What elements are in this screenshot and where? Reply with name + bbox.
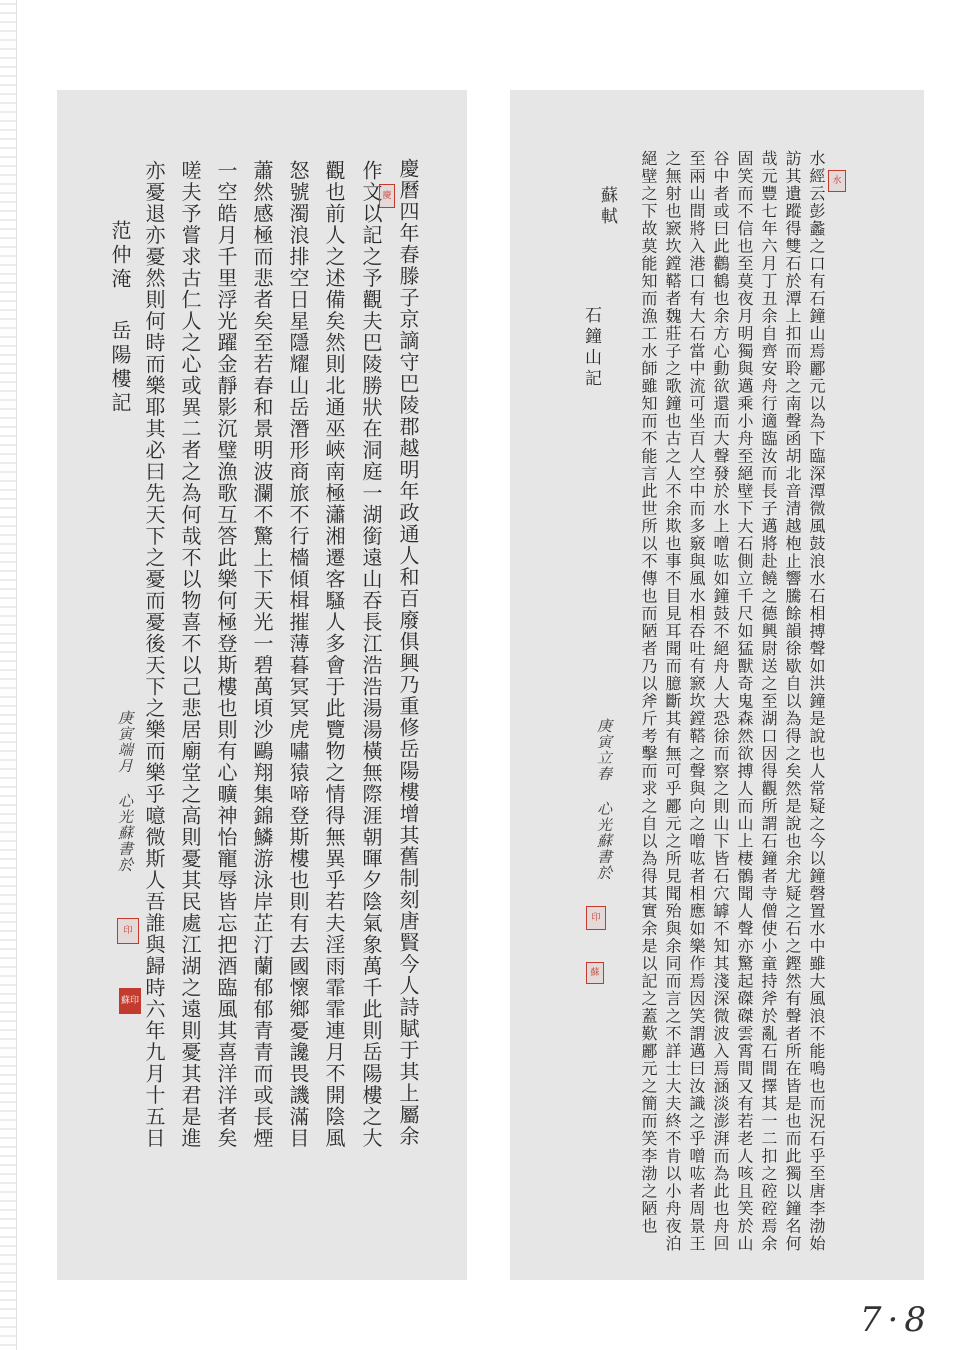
author-name: 范仲淹 (108, 220, 132, 292)
text-column: 之無射也窾坎鏜鞳者魏莊子之歌鐘也古之人不余欺也事不目見耳聞而臆斷其有無可乎酈元之所見聞殆與余同而言之不詳士大夫終不肯以小舟夜泊 (663, 150, 682, 1253)
seal-stamp: 印 (117, 918, 139, 944)
text-column: 水經云彭蠡之口有石鐘山焉酈元以為下臨深潭微風鼓浪水石相搏聲如洪鐘是說也人常疑之今以鐘磬置水中雖大風浪不能鳴也而況石乎至唐李渤始 (807, 150, 826, 1253)
deckle-edge (0, 0, 17, 1350)
text-column: 固笑而不信也至莫夜月明獨與邁乘小舟至絕壁下大石側立千尺如猛獸奇鬼森然欲搏人而山上棲鶻聞人聲亦驚起磔磔雲霄間又有若老人咳且笑於山 (735, 150, 754, 1253)
text-column: 訪其遺蹤得雙石於潭上扣而聆之南聲函胡北音清越枹止響騰餘韻徐歇自以為得之矣然是說也余尤疑之石之鏗然有聲者所在皆是也而此獨以鐘名何 (783, 150, 802, 1253)
text-column: 怒號濁浪排空日星隱耀山岳潛形商旅不行檣傾楫摧薄暮冥冥虎嘯猿啼登斯樓也則有去國懷鄉憂讒畏譏滿目 (286, 160, 310, 1149)
seal-stamp: 蘇 (586, 962, 604, 984)
author-name: 蘇軾 (597, 186, 617, 228)
signature: 庚寅立春 心光蘇書於 (595, 718, 613, 881)
seal-stamp: 慶 (379, 184, 395, 208)
work-title: 石鐘山記 (581, 306, 601, 390)
seal-stamp: 印 (586, 906, 606, 930)
text-column: 絕壁之下故莫能知而漁工水師雖知而不能言此世所以不傳也而陋者乃以斧斤考擊而求之自以為得其實余是以記之蓋歎酈元之簡而笑李渤之陋也 (639, 150, 658, 1235)
left-panel-content (57, 90, 467, 1280)
text-column: 亦憂退亦憂然則何時而樂耶其必曰先天下之憂而憂後天下之樂而樂乎噫微斯人吾誰與歸時六年九月十五日 (142, 160, 166, 1149)
signature: 庚寅端月 心光蘇書於 (116, 710, 134, 873)
text-column: 慶曆四年春滕子京謫守巴陵郡越明年政通人和百廢俱興乃重修岳陽樓增其舊制刻唐賢今人詩賦于其上屬余 (396, 158, 420, 1147)
seal-stamp: 水 (828, 170, 846, 192)
text-column: 作文以記之予觀夫巴陵勝狀在洞庭一湖銜遠山吞長江浩浩湯湯橫無際涯朝暉夕陰氣象萬千此則岳陽樓之大 (359, 160, 383, 1149)
text-column: 至兩山間將入港口有大石當中流可坐百人空中而多竅與風水相吞吐有窾坎鏜鞳之聲與向之噌吰者相應如樂作焉因笑謂邁曰汝識之乎噌吰者周景王 (687, 150, 706, 1253)
text-column: 谷中者或曰此鸛鶴也余方心動欲還而大聲發於水上噌吰如鐘鼓不絕舟人大恐徐而察之則山下皆石穴罅不知其淺深微波入焉涵淡澎湃而為此也舟回 (711, 150, 730, 1253)
text-column: 觀也前人之述備矣然則北通巫峽南極瀟湘遷客騷人多會于此覽物之情得無異乎若夫淫雨霏霏連月不開陰風 (322, 160, 346, 1149)
page-number: 7·8 (859, 1300, 932, 1340)
text-column: 蕭然感極而悲者矣至若春和景明波瀾不驚上下天光一碧萬頃沙鷗翔集錦鱗游泳岸芷汀蘭郁郁青青而或長煙 (250, 160, 274, 1149)
right-panel-content (510, 90, 924, 1280)
seal-stamp: 蘇印 (119, 988, 141, 1014)
text-column: 嗟夫予嘗求古仁人之心或異二者之為何哉不以物喜不以己悲居廟堂之高則憂其民處江湖之遠則憂其君是進 (178, 160, 202, 1149)
text-column: 哉元豐七年六月丁丑余自齊安舟行適臨汝而長子邁將赴饒之德興尉送之至湖口因得觀所謂石鐘者寺僧使小童持斧於亂石間擇其一二扣之硿硿焉余 (759, 150, 778, 1253)
work-title: 岳陽樓記 (108, 320, 132, 416)
text-column: 一空皓月千里浮光躍金靜影沉璧漁歌互答此樂何極登斯樓也則有心曠神怡寵辱皆忘把酒臨風其喜洋洋者矣 (214, 160, 238, 1149)
